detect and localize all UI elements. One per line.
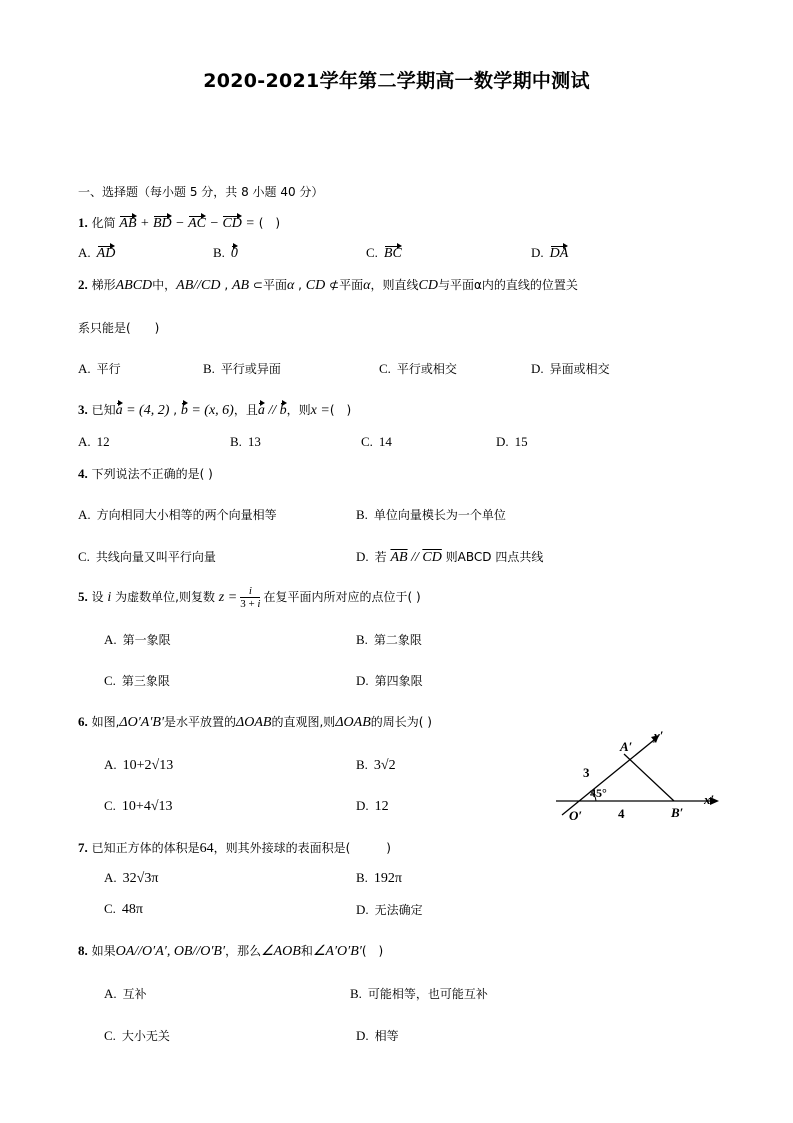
q1-option-c[interactable]: C. BC	[366, 245, 402, 261]
question-end: ( )	[258, 216, 281, 230]
label-b: B′	[671, 805, 684, 820]
q3-option-c[interactable]: C. 14	[361, 434, 392, 449]
q6-text-2: 是水平放置的	[164, 715, 237, 729]
q5-option-c[interactable]: C. 第三象限	[104, 673, 170, 688]
page-title: 2020-2021学年第二学期高一数学期中测试	[203, 70, 590, 92]
q7-option-c[interactable]: C. 48π	[104, 901, 143, 917]
y-axis-line	[562, 740, 654, 815]
q8-option-a[interactable]: A. 互补	[104, 986, 147, 1001]
question-number: 8.	[78, 943, 88, 958]
q5-option-a[interactable]: A. 第一象限	[104, 632, 171, 647]
section-header: 一、选择题（每小题 5 分，共 8 小题 40 分）	[78, 185, 324, 199]
q4-option-c[interactable]: C. 共线向量又叫平行向量	[78, 549, 216, 564]
q8-option-d[interactable]: D. 相等	[356, 1028, 399, 1043]
label-x-axis: x′	[704, 792, 715, 807]
q6-option-d[interactable]: D. 12	[356, 798, 389, 814]
label-y-axis: y′	[654, 728, 664, 743]
question-1	[78, 214, 280, 232]
question-text: 化简	[91, 216, 116, 230]
question-number: 4.	[78, 466, 88, 481]
q6-option-c[interactable]: C. 10+4√13	[104, 798, 173, 814]
q2-option-a[interactable]: A. 平行	[78, 361, 121, 376]
question-2-line-2: 系只能是( )	[78, 321, 160, 335]
q7-text-1: 已知正方体的体积是	[91, 841, 200, 855]
q5-text-3: 在复平面内所对应的点位于( )	[263, 590, 421, 604]
q3-text-3: ，则	[286, 403, 311, 417]
q2-option-c[interactable]: C. 平行或相交	[379, 361, 457, 376]
q2-text-2: 中，	[152, 278, 177, 292]
q8-text-4: ( )	[361, 944, 384, 958]
q5-option-b[interactable]: B. 第二象限	[356, 632, 422, 647]
q2-text-4: 平面	[339, 278, 364, 292]
q8-text-2: ，那么	[225, 944, 262, 958]
question-6: 6. 如图,ΔO′A′B′是水平放置的ΔOAB的直观图,则ΔOAB的周长为( )	[78, 714, 432, 730]
q2-text-6: 与平面α内的直线的位置关	[437, 278, 578, 292]
q7-text-2: ，则其外接球的表面积是( )	[213, 841, 391, 855]
q1-option-a[interactable]: A. AD	[78, 245, 116, 261]
q6-option-b[interactable]: B. 3√2	[356, 757, 396, 773]
q2-text-5: ，则直线	[370, 278, 419, 292]
question-text: 下列说法不正确的是( )	[91, 467, 213, 481]
question-number: 7.	[78, 840, 88, 855]
q7-option-a[interactable]: A. 32√3π	[104, 870, 159, 886]
q1-option-d[interactable]: D. DA	[531, 245, 569, 261]
q1-option-b[interactable]: B. 0	[213, 245, 238, 261]
question-number: 3.	[78, 402, 88, 417]
q4-option-a[interactable]: A. 方向相同大小相等的两个向量相等	[78, 507, 277, 522]
q7-option-d[interactable]: D. 无法确定	[356, 902, 423, 917]
question-number: 5.	[78, 589, 88, 604]
oblique-projection-figure	[550, 722, 725, 824]
question-5: 5. 设 i 为虚数单位,则复数 z = $\frac{i}{3 + i}$ 在复平面内所对应的点位于( )	[78, 585, 421, 610]
question-7: 7. 已知正方体的体积是64，则其外接球的表面积是( )	[78, 840, 391, 856]
question-number: 2.	[78, 277, 88, 292]
question-2: 2. 梯形ABCD中，AB//CD , AB ⊂平面α , CD ⊄平面α，则直线CD与平面α内的直线的位置关	[78, 277, 578, 293]
q6-text-4: 的周长为( )	[370, 715, 432, 729]
q5-option-d[interactable]: D. 第四象限	[356, 673, 423, 688]
label-o: O′	[569, 808, 583, 823]
q4-option-d[interactable]: D. 若 $\overline{AB} // \overline{CD}$ 则ABCD 四点共线	[356, 549, 544, 565]
label-side-ob: 4	[618, 806, 625, 821]
q6-option-a[interactable]: A. 10+2√13	[104, 757, 174, 773]
question-number: 1.	[78, 215, 88, 230]
question-number: 6.	[78, 714, 88, 729]
q5-text-2: 为虚数单位,则复数	[115, 590, 215, 604]
vector-expression: AB + BD − AC − CD =	[119, 216, 255, 231]
question-4	[78, 465, 213, 482]
q3-option-d[interactable]: D. 15	[496, 434, 528, 449]
q8-text-3: 和	[300, 944, 313, 958]
q5-text-1: 设	[91, 590, 104, 604]
question-8: 8. 如果OA//O′A′, OB//O′B′，那么∠AOB和∠A′O′B′( )	[78, 943, 384, 959]
q2-option-d[interactable]: D. 异面或相交	[531, 361, 610, 376]
q2-text-3: 平面	[262, 278, 287, 292]
q3-option-a[interactable]: A. 12	[78, 434, 110, 449]
q6-text-3: 的直观图,则	[271, 715, 336, 729]
label-side-oa: 3	[583, 765, 590, 780]
question-3: 3. 已知a = (4, 2) , b = (x, 6)，且a // b，则x =( )	[78, 402, 352, 418]
side-a-b	[624, 754, 674, 801]
q3-text-4: ( )	[329, 403, 352, 417]
q2-text-1: 梯形	[91, 278, 116, 292]
q3-text-1: 已知	[91, 403, 116, 417]
q6-text-1: 如图,	[91, 715, 120, 729]
q7-option-b[interactable]: B. 192π	[356, 870, 402, 886]
q4-option-b[interactable]: B. 单位向量模长为一个单位	[356, 507, 506, 522]
q8-option-c[interactable]: C. 大小无关	[104, 1028, 170, 1043]
q3-text-2: ，且	[233, 403, 258, 417]
q8-text-1: 如果	[91, 944, 116, 958]
q2-option-b[interactable]: B. 平行或异面	[203, 361, 281, 376]
label-a: A′	[620, 739, 633, 754]
label-angle: 45°	[590, 786, 607, 800]
q8-option-b[interactable]: B. 可能相等，也可能互补	[350, 986, 488, 1001]
q3-option-b[interactable]: B. 13	[230, 434, 261, 449]
